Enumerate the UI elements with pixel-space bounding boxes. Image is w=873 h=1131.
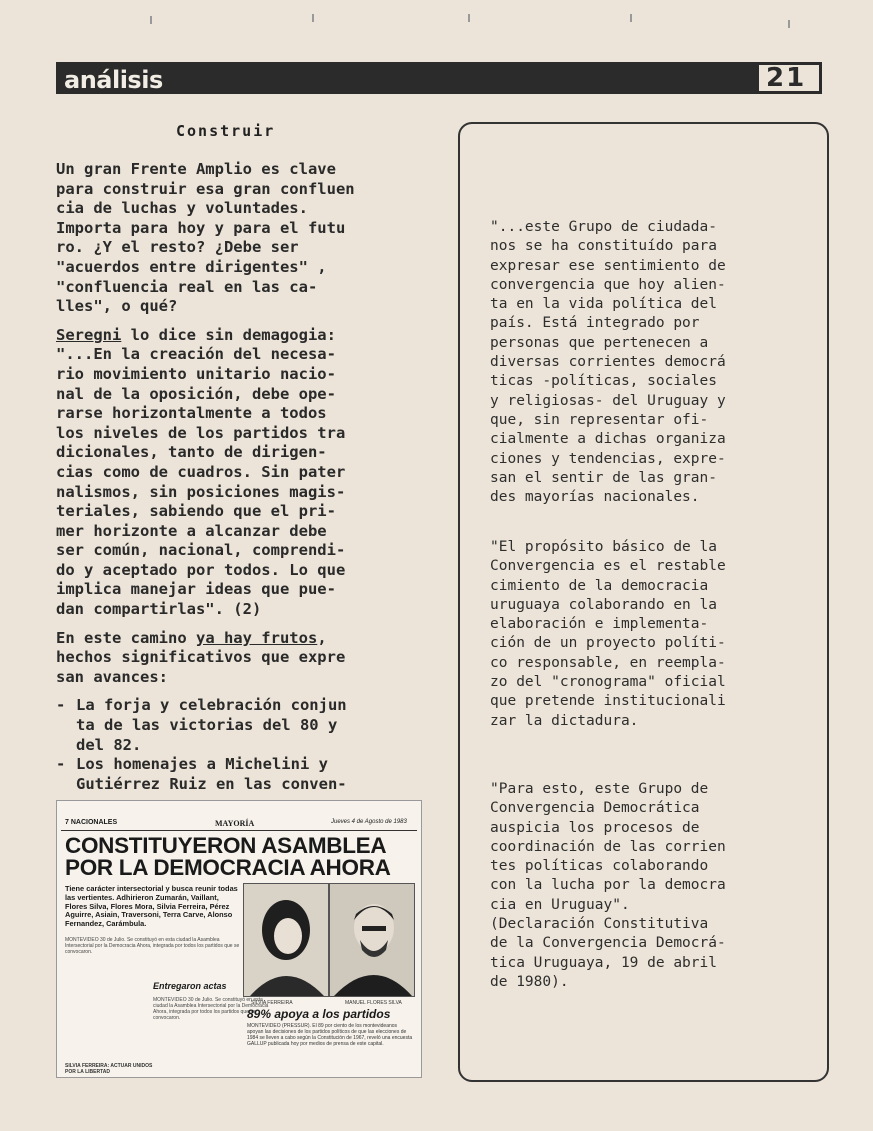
paper-speck xyxy=(630,14,632,22)
list-item xyxy=(56,696,426,755)
left-column xyxy=(56,160,426,794)
quote-line: cialmente a dichas organiza xyxy=(490,431,726,448)
citation-line: tica Uruguaya, 19 de abril xyxy=(490,954,717,971)
camino-post: , xyxy=(317,628,327,647)
intro-line: Importa para hoy y para el futu xyxy=(56,218,346,237)
quote-line: implica manejar ideas que pue- xyxy=(56,580,336,599)
clipping-headline xyxy=(65,835,415,879)
bullet-line: ta de las victorias del 80 y xyxy=(76,716,338,735)
clipping-rule xyxy=(61,830,417,831)
intro-line: para construir esa gran confluen xyxy=(56,179,355,198)
quote-line: expresar ese sentimiento de xyxy=(490,257,726,274)
quote-line: san el sentir de las gran- xyxy=(490,469,717,486)
intro-line: Un gran Frente Amplio es clave xyxy=(56,160,336,178)
portrait-photo-left xyxy=(243,883,329,997)
citation-line: de 1980). xyxy=(490,973,569,990)
quote-line: "...En la creación del necesa- xyxy=(56,345,336,364)
quote-line: do y aceptado por todos. Lo que xyxy=(56,560,346,579)
list-item xyxy=(56,755,426,794)
quote-line: ciones y tendencias, expre- xyxy=(490,450,726,467)
photo-caption-right: MANUEL FLORES SILVA xyxy=(345,1000,402,1006)
clipping-section: 7 NACIONALES xyxy=(65,819,118,826)
camino-link: ya hay frutos xyxy=(195,628,318,647)
section-label: análisis xyxy=(64,66,163,94)
quote-line: mer horizonte a alcanzar debe xyxy=(56,521,327,540)
quote-block-2 xyxy=(490,538,810,731)
page-number: 21 xyxy=(766,63,807,93)
quote-line: Convergencia Democrática xyxy=(490,800,700,817)
citation-line: de la Convergencia Democrá- xyxy=(490,935,726,952)
quote-line: cia en Uruguay". xyxy=(490,896,630,913)
quote-line: convergencia que hoy alien- xyxy=(490,276,726,293)
bullet: - xyxy=(56,755,66,774)
bullet-line: Los homenajes a Michelini y xyxy=(76,755,328,774)
bullet-line: Gutiérrez Ruiz en las conven- xyxy=(76,774,347,793)
quote-block-3 xyxy=(490,780,810,992)
quote-line: ta en la vida política del xyxy=(490,296,717,313)
seregni-rest: lo dice sin demagogia: xyxy=(121,325,336,344)
intro-line: ro. ¿Y el resto? ¿Debe ser xyxy=(56,238,299,257)
quote-line: co responsable, en reempla- xyxy=(490,654,726,671)
paper-speck xyxy=(468,14,470,22)
clipping-entregaron: Entregaron actas xyxy=(153,981,227,991)
quote-line: des mayorías nacionales. xyxy=(490,489,700,506)
bullet-line: del 82. xyxy=(76,735,142,754)
clipping-date: Jueves 4 de Agosto de 1983 xyxy=(331,819,407,825)
poll-body: MONTEVIDEO (PRESSUR). El 89 por ciento de los montevideanos apoyan las decisiones de los partidos políticos de que las elecciones de 1984 se lleven a cabo según la Constitución de 1967, reveló una encuesta GALLUP publicada hoy por medios de prensa de este capital. xyxy=(247,1023,413,1047)
quote-line: personas que pertenecen a xyxy=(490,334,709,351)
clipping-subhead: Tiene carácter intersectorial y busca reunir todas las vertientes. Adhirieron Zumarán, Vaillant, Flores Silva, Flores Mora, Silvia Ferreira, Pérez Aguirre, Asiain, Traversoni, Terra Carve, Alonso Fernandez, Carámbula. xyxy=(65,884,238,929)
intro-line: lles", o qué? xyxy=(56,297,178,316)
clipping-body: MONTEVIDEO 30 de Julio. Se constituyó en esta ciudad la Asamblea Intersectorial por la Democracia Ahora, integrada por todos los partidos que se convocaron. xyxy=(65,937,240,955)
quote-line: ción de un proyecto políti- xyxy=(490,635,726,652)
paper-speck xyxy=(788,20,790,28)
quote-line: los niveles de los partidos tra xyxy=(56,423,346,442)
quote-line: diversas corrientes democrá xyxy=(490,354,726,371)
article-heading: Construir xyxy=(176,122,276,140)
quote-line: zar la dictadura. xyxy=(490,712,639,729)
quote-line: "El propósito básico de la xyxy=(490,539,717,555)
camino-line: hechos significativos que expre xyxy=(56,648,346,667)
intro-line: "acuerdos entre dirigentes" , xyxy=(56,257,327,276)
quote-line: ticas -políticas, sociales xyxy=(490,373,717,390)
quote-line: auspicia los procesos de xyxy=(490,819,700,836)
clipping-footnote: SILVIA FERREIRA: ACTUAR UNIDOS POR LA LIBERTAD xyxy=(65,1063,153,1075)
quote-line: "Para esto, este Grupo de xyxy=(490,781,709,797)
photo-caption-left: SILVIA FERREIRA xyxy=(251,1000,293,1006)
quote-line: y religiosas- del Uruguay y xyxy=(490,392,726,409)
camino-line xyxy=(56,629,426,649)
quote-line: con la lucha por la democra xyxy=(490,877,726,894)
quote-line: que pretende institucionali xyxy=(490,693,726,710)
quote-line: Convergencia es el restable xyxy=(490,558,726,575)
section-header-bar xyxy=(56,62,822,94)
quote-line: que, sin representar ofi- xyxy=(490,411,709,428)
clipping-headline-line1: CONSTITUYERON ASAMBLEA xyxy=(65,833,387,858)
quote-line: rio movimiento unitario nacio- xyxy=(56,364,336,383)
quote-line: uruguaya colaborando en la xyxy=(490,596,717,613)
citation-line: (Declaración Constitutiva xyxy=(490,916,709,933)
portrait-silhouette-icon xyxy=(244,884,328,996)
quote-line: elaboración e implementa- xyxy=(490,616,709,633)
newspaper-clipping xyxy=(56,800,422,1078)
quote-line: rarse horizontalmente a todos xyxy=(56,404,327,423)
quote-line: nos se ha constituído para xyxy=(490,238,717,255)
quote-line: teriales, sabiendo que el pri- xyxy=(56,502,336,521)
quote-line: dicionales, tanto de dirigen- xyxy=(56,443,327,462)
seregni-name: Seregni xyxy=(56,325,122,344)
quote-line: país. Está integrado por xyxy=(490,315,700,332)
quote-line: cimiento de la democracia xyxy=(490,577,709,594)
clipping-headline-line2: POR LA DEMOCRACIA AHORA xyxy=(65,855,391,880)
bullet: - xyxy=(56,696,66,715)
paper-speck xyxy=(150,16,152,24)
seregni-line xyxy=(56,326,426,346)
camino-line: san avances: xyxy=(56,667,168,686)
portrait-photo-right xyxy=(329,883,415,997)
quote-line: "...este Grupo de ciudada- xyxy=(490,219,717,235)
paper-speck xyxy=(312,14,314,22)
clipping-masthead: MAYORÍA xyxy=(215,819,255,828)
poll-headline: 89% apoya a los partidos xyxy=(247,1007,391,1021)
quote-line: cias como de cuadros. Sin pater xyxy=(56,462,346,481)
quote-line: zo del "cronograma" oficial xyxy=(490,674,726,691)
quote-line: ser común, nacional, comprendi- xyxy=(56,541,346,560)
portrait-silhouette-icon xyxy=(330,884,414,996)
quote-line: dan compartirlas". (2) xyxy=(56,600,262,619)
quote-line: nalismos, sin posiciones magis- xyxy=(56,482,346,501)
intro-line: cia de luchas y voluntades. xyxy=(56,199,308,218)
quote-line: coordinación de las corrien xyxy=(490,838,726,855)
camino-pre: En este camino xyxy=(56,628,196,647)
clipping-body-2: MONTEVIDEO 30 de Julio. Se constituyó en esta ciudad la Asamblea Intersectorial por la Democracia Ahora, integrada por todos los partidos que se convocaron. xyxy=(153,997,269,1021)
quote-block-1 xyxy=(490,218,810,507)
intro-line: "confluencia real en las ca- xyxy=(56,277,318,296)
quote-line: nal de la oposición, debe ope- xyxy=(56,384,336,403)
bullet-line: La forja y celebración conjun xyxy=(76,696,347,715)
quote-line: tes políticas colaborando xyxy=(490,858,709,875)
